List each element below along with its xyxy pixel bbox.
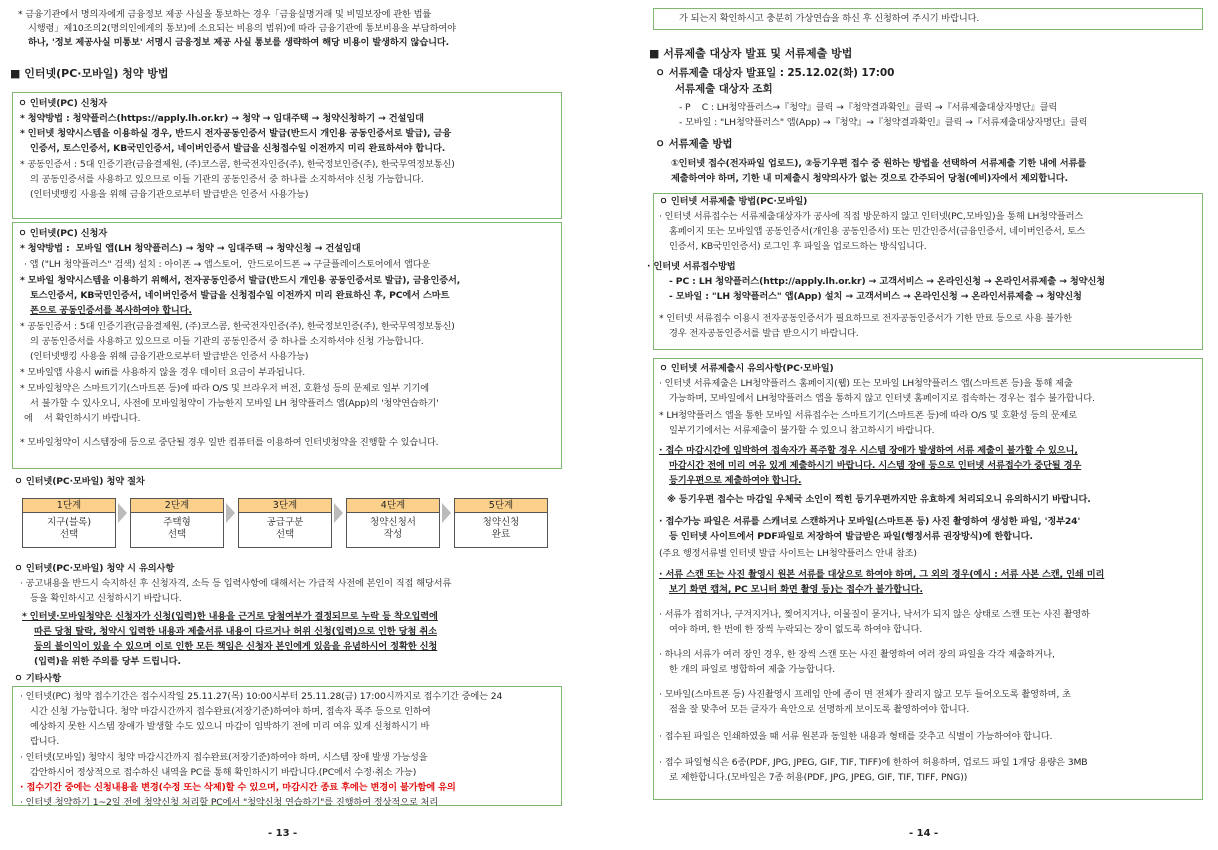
page-number: - 13 - (268, 828, 298, 839)
online-cert-1: * 인터넷 서류접수 이용시 전자공동인증서가 필요하므로 전자공동인증서가 기한 만료 등으로 사용 불가한 (659, 313, 1072, 324)
caution-line-4: 따른 당첨 탈락, 청약시 입력한 내용과 제출서류 내용이 다르거나 허위 신청(입력)으로 인한 당첨 취소 (34, 626, 437, 637)
notes-line-10: 등 인터넷 사이트에서 PDF파일로 저장하여 발급받은 파일(행정서류 권장방식)에 한합니다. (669, 531, 1033, 542)
mobile-cert-info-1: * 공동인증서 : 5대 인증기관(금융결제원, (주)코스콤, 한국전자인증(주), 한국정보인증(주), 한국무역정보통신) (20, 321, 455, 332)
step-arrow-icon (442, 503, 451, 523)
pc-cert-1: * 인터넷 청약시스템을 이용하실 경우, 반드시 전자공동인증서 발급(반드시 개인용 공동인증서로 발급), 금융 (20, 128, 452, 139)
notes-title: ㅇ 인터넷 서류제출시 유의사항(PC·모바일) (659, 363, 834, 374)
caution-line-3: * 인터넷·모바일청약은 신청자가 신청(입력)한 내용을 근거로 당첨여부가 결정되므로 누락 등 착오입력에 (22, 611, 438, 622)
step-3-label: 3단계 (239, 499, 331, 513)
mobile-method: * 청약방법 : 모바일 앱(LH 청약플러스) → 청약 → 임대주택 → 청약신청 → 건설임대 (20, 243, 361, 254)
notes-line-17: 한 개의 파일로 병합하여 제출 가능합니다. (669, 664, 836, 675)
intro-line-2: 시행령」제10조의2(명의인에게의 통보)에 소요되는 비용의 범위)에 따라 금융기관에 통보비용을 부담하여야 (28, 23, 456, 34)
notes-line-18: · 모바일(스마트폰 등) 사진촬영시 프레임 안에 종이 면 전체가 잘리지 않고 모두 들어오도록 촬영하며, 초 (659, 689, 1071, 700)
step-3-text: 공급구분 선택 (266, 517, 304, 540)
etc-line-2: 시간 신청 가능합니다. 청약 마감시간까지 접수완료(저장기준)하여야 하며, 접속자 폭주 등으로 인하여 (30, 706, 431, 717)
intro-line-1: * 금융기관에서 명의자에게 금융정보 제공 사실을 통보하는 경우「금융실명거래 및 비밀보장에 관한 법률 (18, 9, 432, 20)
step-1-label: 1단계 (23, 499, 115, 513)
step-4 (346, 498, 440, 548)
section-heading-documents: ■ 서류제출 대상자 발표 및 서류제출 방법 (649, 47, 853, 60)
step-2-text: 주택형 선택 (163, 517, 191, 540)
notes-line-11: (주요 행정서류별 인터넷 발급 사이트는 LH청약플러스 안내 참조) (659, 548, 917, 559)
mobile-cert-1: * 모바일 청약시스템을 이용하기 위해서, 전자공동인증서 발급(반드시 개인용 공동인증서로 발급), 금융인증서, (20, 275, 461, 286)
announce-mobile: - 모바일 : "LH청약플러스" 앱(App) →『청약』→『청약결과확인』클릭 →『서류제출대상자명단』클릭 (679, 117, 1088, 128)
notes-line-13: 보기 화면 캡쳐, PC 모니터 화면 촬영 등)는 접수가 불가합니다. (669, 584, 923, 595)
caution-line-5: 등의 불이익이 있을 수 있으며 이로 인한 모든 책임은 신청자 본인에게 있음을 유념하시어 정확한 신청 (34, 641, 438, 652)
step-arrow-icon (334, 503, 343, 523)
caution-title: ㅇ 인터넷(PC·모바일) 청약 시 유의사항 (14, 563, 175, 574)
online-steps-mobile: - 모바일 : "LH 청약플러스" 앱(App) 설치 → 고객서비스 → 온라인신청 → 온라인서류제출 → 청약신청 (669, 291, 1082, 302)
step-1-text: 지구(블록) 선택 (46, 517, 92, 540)
method-title: ㅇ 서류제출 방법 (655, 138, 733, 150)
continuation-line: 가 되는지 확인하시고 충분히 가상연습을 하신 후 신청하여 주시기 바랍니다. (679, 13, 980, 24)
notes-line-15: 여야 하며, 한 번에 한 장씩 누락되는 장이 없도록 하여야 합니다. (669, 624, 923, 635)
pc-cert-info-2: 의 공동인증서를 사용하고 있으므로 이들 기관의 공동인증서 중 하나를 소지하셔야 신청 가능합니다. (30, 174, 424, 185)
online-line-1: · 인터넷 서류접수는 서류제출대상자가 공사에 직접 방문하지 않고 인터넷(PC,모바일)을 통해 LH청약플러스 (659, 211, 1084, 222)
etc-line-1: · 인터넷(PC) 청약 접수기간은 접수시작일 25.11.27(목) 10:00시부터 25.11.28(금) 17:00시까지로 접수기간 중에는 24 (20, 691, 503, 702)
step-5-label: 5단계 (455, 499, 547, 513)
notes-line-22: 로 제한합니다.(모바일은 7종 허용(PDF, JPG, JPEG, GIF, TIF, TIFF, PNG)) (669, 772, 968, 783)
caution-line-1: · 공고내용을 반드시 숙지하신 후 신청자격, 소득 등 입력사항에 대해서는 가급적 사전에 본인이 직접 해당서류 (20, 578, 452, 589)
etc-line-3: 예상하지 못한 시스템 장애가 발생할 수도 있으니 마감이 임박하기 전에 미리 여유 있게 신청하시기 바 (30, 721, 430, 732)
step-2-label: 2단계 (131, 499, 223, 513)
announce-lookup: 서류제출 대상자 조회 (675, 83, 773, 95)
step-arrow-icon (226, 503, 235, 523)
mobile-compat-3: 에 서 확인하시기 바랍니다. (24, 413, 141, 424)
etc-title: ㅇ 기타사항 (14, 673, 61, 684)
notes-line-14: · 서류가 접히거나, 구겨지거나, 찢어지거나, 이물질이 묻거나, 낙서가 되지 않은 상태로 스캔 또는 사진 촬영하 (659, 609, 1090, 620)
notes-line-1: · 인터넷 서류제출은 LH청약플러스 홈페이지(웹) 또는 모바일 LH청약플러스 앱(스마트폰 등)을 통해 제출 (659, 378, 1073, 389)
step-2 (130, 498, 224, 548)
mobile-compat-1: * 모바일청약은 스마트기기(스마트폰 등)에 따라 O/S 및 브라우저 버전, 호환성 등의 문제로 일부 기기에 (20, 383, 430, 394)
mobile-fallback: * 모바일청약이 시스템장애 등으로 중단될 경우 일반 컴퓨터를 이용하여 인터넷청약을 진행할 수 있습니다. (20, 437, 439, 448)
notes-line-6: 마감시간 전에 미리 여유 있게 제출하시기 바랍니다. 시스템 장애 등으로 인터넷 서류접수가 중단될 경우 (669, 460, 1082, 471)
notes-line-7: 등기우편으로 제출하여야 합니다. (669, 475, 802, 486)
etc-line-4: 랍니다. (30, 736, 60, 747)
step-5-text: 청약신청 완료 (482, 517, 520, 540)
online-line-2: 홈페이지 또는 모바일앱 공동인증서(개인용 공동인증서) 또는 민간인증서(금융인증서, 네이버인증서, 토스 (669, 226, 1085, 237)
mobile-wifi: * 모바일앱 사용시 wifi를 사용하지 않을 경우 데이터 요금이 부과됩니다. (20, 367, 306, 378)
online-title: ㅇ 인터넷 서류제출 방법(PC·모바일) (659, 196, 808, 207)
mobile-title: ㅇ 인터넷(PC) 신청자 (18, 228, 108, 239)
mobile-cert-3: 폰으로 공동인증서를 복사하여야 합니다. (30, 305, 192, 316)
page-14 (609, 0, 1218, 850)
step-5 (454, 498, 548, 548)
online-line-3: 인증서, KB국민인증서) 로그인 후 파일을 업로드하는 방식입니다. (669, 241, 927, 252)
pc-cert-2: 인증서, 토스인증서, KB국민인증서, 네이버인증서 발급을 신청접수일 이전까지 미리 완료하셔야 합니다. (30, 143, 446, 154)
online-steps-pc: - PC : LH 청약플러스(http://apply.lh.or.kr) → 고객서비스 → 온라인신청 → 온라인서류제출 → 청약신청 (669, 276, 1105, 287)
caution-line-2: 등을 확인하시고 신청하시기 바랍니다. (30, 593, 182, 604)
etc-line-8: · 인터넷 청약하기 1~2일 전에 청약신청 처리할 PC에서 "청약신청 연습하기"를 진행하여 정상적으로 처리 (20, 797, 438, 808)
etc-line-5: · 인터넷(모바일) 청약시 청약 마감시간까지 접수완료(저장기준)하여야 하며, 시스템 장애 발생 가능성을 (20, 752, 428, 763)
notes-line-20: · 접수된 파일은 인쇄하였을 때 서류 원본과 동일한 내용과 형태를 갖추고 식별이 가능하여야 합니다. (659, 731, 1053, 742)
mobile-cert-info-3: (인터넷뱅킹 사용을 위해 금융기관으로부터 발급받은 인증서 사용가능) (30, 351, 309, 362)
step-1 (22, 498, 116, 548)
caution-line-6: (입력)을 위한 주의를 당부 드립니다. (34, 656, 181, 667)
mobile-cert-info-2: 의 공동인증서를 사용하고 있으므로 이들 기관의 공동인증서 중 하나를 소지하셔야 신청 가능합니다. (30, 336, 424, 347)
notes-line-21: · 접수 파일형식은 6종(PDF, JPG, JPEG, GIF, TIF, TIFF)에 한하여 허용하며, 업로드 파일 1개당 용량은 3MB (659, 757, 1088, 768)
section-heading-internet: ■ 인터넷(PC·모바일) 청약 방법 (10, 67, 169, 80)
step-4-label: 4단계 (347, 499, 439, 513)
step-4-text: 청약신청서 작성 (370, 517, 416, 540)
page-number: - 14 - (909, 828, 939, 839)
announce-date: ㅇ 서류제출 대상자 발표일 : 25.12.02(화) 17:00 (655, 67, 895, 79)
online-cert-2: 경우 전자공동인증서를 발급 받으시기 바랍니다. (669, 328, 859, 339)
notes-line-5: · 접수 마감시간에 임박하여 접속자가 폭주할 경우 시스템 장애가 발생하여 서류 제출이 불가할 수 있으니, (659, 445, 1078, 456)
step-3 (238, 498, 332, 548)
pc-title: ㅇ 인터넷(PC) 신청자 (18, 98, 108, 109)
notes-line-2: 가능하며, 모바일에서 LH청약플러스 앱을 통하지 않고 인터넷 홈페이지로 접속하는 경우는 접수 불가합니다. (669, 393, 1095, 404)
notes-line-12: · 서류 스캔 또는 사진 촬영시 원본 서류를 대상으로 하여야 하며, 그 외의 경우(예시 : 서류 사본 스캔, 인쇄 미리 (659, 569, 1105, 580)
etc-line-7: · 접수기간 중에는 신청내용을 변경(수정 또는 삭제)할 수 있으며, 마감시간 종료 후에는 변경이 불가함에 유의 (20, 782, 456, 793)
pc-method: * 청약방법 : 청약플러스(https://apply.lh.or.kr) → 청약 → 임대주택 → 청약신청하기 → 건설임대 (20, 113, 424, 124)
announce-pc: - P C : LH청약플러스→『청약』클릭 →『청약결과확인』클릭 →『서류제출대상자명단』클릭 (679, 102, 1058, 113)
mobile-app-install: · 앱 ("LH 청약플러스" 검색) 설치 : 아이폰 → 앱스토어, 안드로이드폰 → 구글플레이스토어에서 앱다운 (24, 259, 431, 270)
online-steps-title: · 인터넷 서류접수방법 (647, 261, 736, 272)
method-line-2: 제출하여야 하며, 기한 내 미제출시 청약의사가 없는 것으로 간주되어 당첨(예비)자에서 제외합니다. (671, 173, 1068, 184)
mobile-cert-2: 토스인증서, KB국민인증서, 네이버인증서 발급을 신청접수일 이전까지 미리 완료하신 후, PC에서 스마트 (30, 290, 450, 301)
intro-line-3: 하나, '정보 제공사실 미통보' 서명시 금융정보 제공 사실 통보를 생략하여 해당 비용이 발생하지 않습니다. (28, 37, 450, 48)
step-arrow-icon (118, 503, 127, 523)
notes-line-19: 점을 잘 맞추어 모든 글자가 육안으로 선명하게 보이도록 촬영하여야 합니다. (669, 704, 970, 715)
notes-line-3: * LH청약플러스 앱을 통한 모바일 서류접수는 스마트기기(스마트폰 등)에 따라 O/S 및 호환성 등의 문제로 (659, 410, 1078, 421)
mobile-compat-2: 서 불가할 수 있사오니, 사전에 모바일청약이 가능한지 모바일 LH 청약플러스 앱(App)의 '청약연습하기' (30, 398, 439, 409)
procedure-title: ㅇ 인터넷(PC·모바일) 청약 절차 (14, 476, 145, 487)
method-line-1: ①인터넷 접수(전자파일 업로드), ②등기우편 접수 중 원하는 방법을 선택하여 서류제출 기한 내에 서류를 (671, 158, 1087, 169)
notes-line-16: · 하나의 서류가 여러 장인 경우, 한 장씩 스캔 또는 사진 촬영하여 여러 장의 파일을 각각 제출하거나, (659, 649, 1055, 660)
notes-line-8: ※ 등기우편 접수는 마감일 우체국 소인이 찍힌 등기우편까지만 유효하게 처리되오니 유의하시기 바랍니다. (667, 494, 1091, 505)
etc-line-6: 감안하시어 정상적으로 접수하신 내역을 PC를 통해 확인하시기 바랍니다.(PC에서 수정·취소 가능) (30, 767, 417, 778)
pc-cert-info-1: * 공동인증서 : 5대 인증기관(금융결제원, (주)코스콤, 한국전자인증(주), 한국정보인증(주), 한국무역정보통신) (20, 159, 455, 170)
pc-cert-info-3: (인터넷뱅킹 사용을 위해 금융기관으로부터 발급받은 인증서 사용가능) (30, 189, 309, 200)
notes-line-4: 일부기기에서는 서류제출이 불가할 수 있으니 참고하시기 바랍니다. (669, 425, 935, 436)
notes-line-9: · 접수가능 파일은 서류를 스캐너로 스캔하거나 모바일(스마트폰 등) 사진 촬영하여 생성한 파일, '정부24' (659, 516, 1081, 527)
